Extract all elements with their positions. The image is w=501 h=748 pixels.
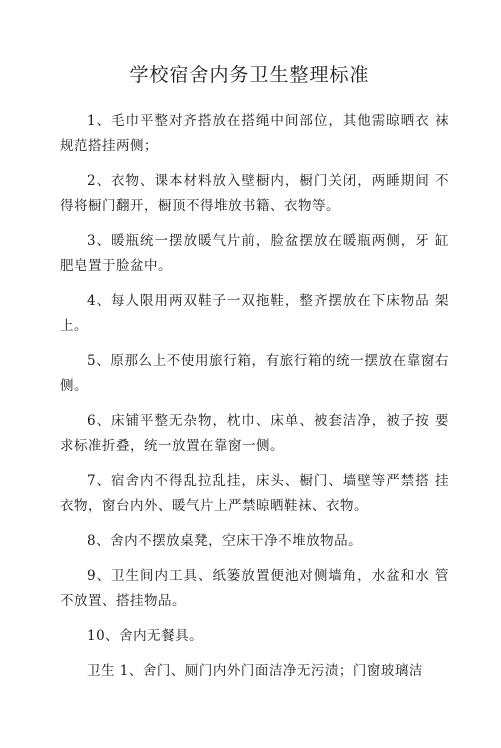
paragraph-3: 3、暖瓶统一摆放暖气片前，脸盆摆放在暖瓶两侧，牙 缸肥皂置于脸盆中。: [60, 233, 449, 274]
paragraph-7: 7、宿舍内不得乱拉乱挂，床头、橱门、墙壁等严禁搭 挂衣物，窗台内外、暖气片上严禁晾晒鞋袜、衣物。: [60, 473, 449, 514]
paragraph-6: 6、床铺平整无杂物，枕巾、床单、被套洁净，被子按 要求标准折叠，统一放置在靠窗一侧。: [60, 413, 449, 454]
paragraph-4: 4、每人限用两双鞋子一双拖鞋，整齐摆放在下床物品 架上。: [60, 293, 449, 334]
document-title: 学校宿舍内务卫生整理标准: [129, 64, 370, 86]
paragraph-2: 2、衣物、课本材料放入壁橱内，橱门关闭，两睡期间 不得将橱门翻开，橱顶不得堆放书籍、衣物等。: [60, 173, 449, 214]
paragraph-9: 9、卫生间内工具、纸篓放置便池对侧墙角，水盆和水 管不放置、搭挂物品。: [60, 568, 449, 609]
paragraph-8: 8、舍内不摆放桌凳，空床干净不堆放物品。: [87, 533, 363, 549]
paragraph-5: 5、原那么上不使用旅行箱，有旅行箱的统一摆放在靠窗右侧。: [60, 353, 449, 394]
paragraph-10: 10、舍内无餐具。: [87, 628, 204, 644]
paragraph-1: 1、毛巾平整对齐搭放在搭绳中间部位，其他需晾晒衣 袜规范搭挂两侧；: [60, 113, 449, 154]
paragraph-11: 卫生 1、舍门、厕门内外门面洁净无污渍；门窗玻璃洁: [87, 663, 423, 679]
